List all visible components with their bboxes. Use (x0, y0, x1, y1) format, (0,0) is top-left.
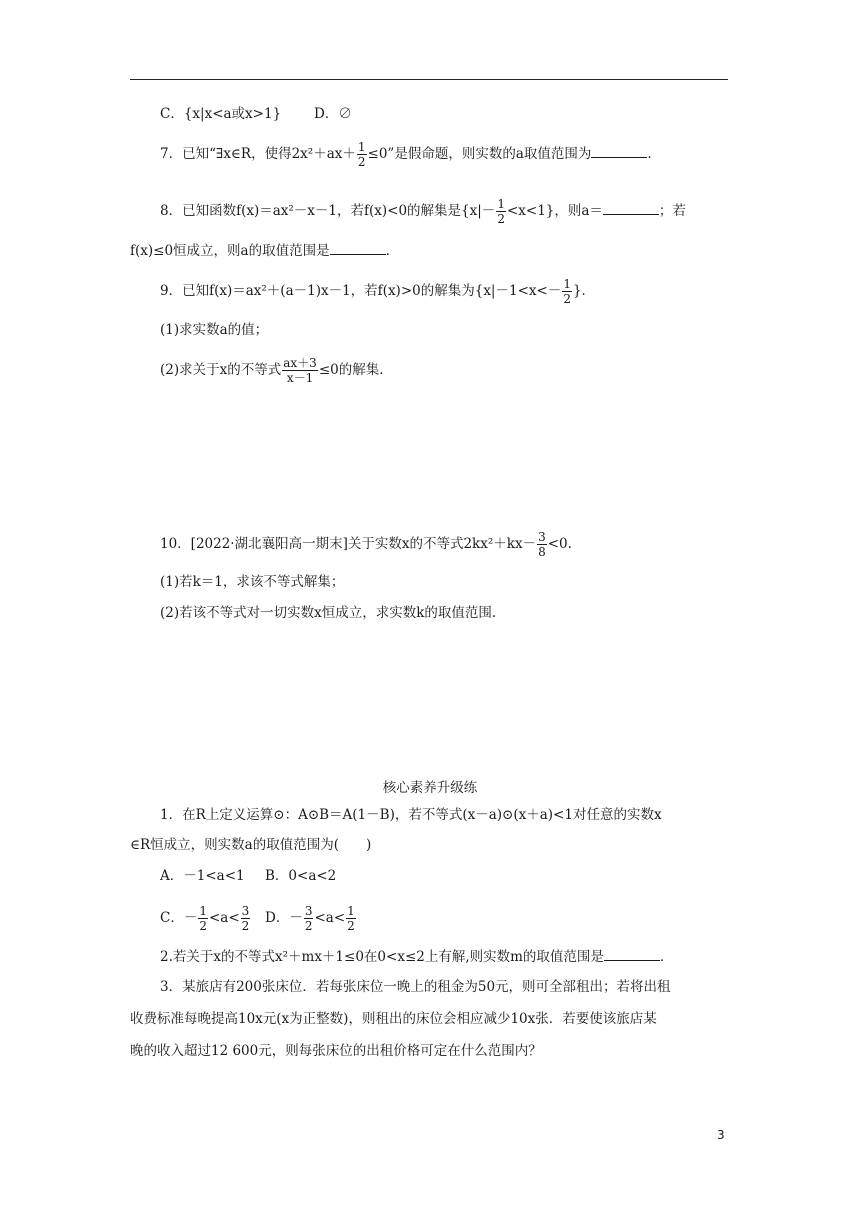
practice-3-line3: 晚的收入超过12 600元，则每张床位的出租价格可定在什么范围内？ (130, 1043, 542, 1059)
option-d-fraction-2: $\frac{1}{2}$ (347, 904, 355, 933)
practice-2-answer-blank (604, 946, 660, 961)
q6-option-d: D．∅ (314, 106, 352, 122)
question-8-line2: f(x)≤0恒成立，则a的取值范围是 ． (130, 240, 399, 261)
question-10-part1: (1)若k＝1，求该不等式解集； (160, 574, 345, 590)
q9-fraction: $\frac{1}{2}$ (563, 277, 571, 306)
practice-1-line2: ∈R恒成立，则实数a的取值范围为( ) (130, 837, 372, 853)
option-c-fraction-2: $\frac{3}{2}$ (241, 904, 250, 933)
practice-3-line2: 收费标准每晚提高10x元(x为正整数)，则租出的床位会相应减少10x张．若要使该旅店某 (130, 1011, 657, 1027)
q8-answer-blank-1 (603, 200, 659, 215)
question-9-part1: (1)求实数a的值； (160, 322, 269, 338)
question-10: 10．[2022·湖北襄阳高一期末]关于实数x的不等式2kx²＋kx－ $\frac{3}{8}$ <0. (160, 530, 572, 559)
page-number: 3 (717, 1128, 725, 1142)
q10-fraction: $\frac{3}{8}$ (538, 530, 546, 559)
practice-1-option-d: D．－ $\frac{3}{2}$ <a< $\frac{1}{2}$ (265, 904, 355, 933)
practice-1-line1: 1．在R上定义运算⊙：A⊙B＝A(1－B)，若不等式(x－a)⊙(x＋a)<1对任意的实数x (160, 807, 662, 823)
section-title: 核心素养升级练 (382, 780, 478, 796)
q8-fraction: $\frac{1}{2}$ (497, 197, 505, 226)
q7-answer-blank (591, 143, 647, 158)
q9-inequality-fraction: $\frac{ax+3}{x-1}$ (283, 356, 317, 385)
practice-1-option-c: C．－ $\frac{1}{2}$ <a< $\frac{3}{2}$ (160, 904, 250, 933)
question-10-part2: (2)若该不等式对一切实数x恒成立，求实数k的取值范围. (160, 605, 497, 621)
question-9-part2: (2)求关于x的不等式 $\frac{ax+3}{x-1}$ ≤0的解集. (160, 356, 384, 385)
option-d-fraction-1: $\frac{3}{2}$ (304, 904, 313, 933)
practice-1-option-a: A．－1<a<1 (160, 868, 245, 884)
question-9: 9．已知f(x)＝ax²＋(a－1)x－1，若f(x)>0的解集为{x|－1<x<－ $\frac{1}{2}$ }． (160, 277, 596, 306)
q8-answer-blank-2 (330, 240, 386, 255)
practice-1-option-b: B．0<a<2 (265, 868, 337, 884)
header-rule (130, 79, 728, 80)
question-7: 7．已知“∃x∈R，使得2x²＋ax＋ $\frac{1}{2}$ ≤0”是假命题，则实数的a取值范围为 ． (160, 140, 661, 169)
q7-fraction: $\frac{1}{2}$ (357, 140, 366, 169)
question-8: 8．已知函数f(x)＝ax²－x－1，若f(x)<0的解集是{x|－ $\frac{1}{2}$ <x<1}，则a＝ ；若 (160, 197, 686, 226)
practice-3-line1: 3．某旅店有200张床位．若每张床位一晚上的租金为50元，则可全部租出；若将出租 (160, 979, 671, 995)
option-c-fraction-1: $\frac{1}{2}$ (199, 904, 207, 933)
q6-option-c: C．{x|x<a或x>1} (160, 106, 282, 122)
practice-2: 2.若关于x的不等式x²＋mx＋1≤0在0<x≤2上有解,则实数m的取值范围是 ． (160, 946, 673, 967)
